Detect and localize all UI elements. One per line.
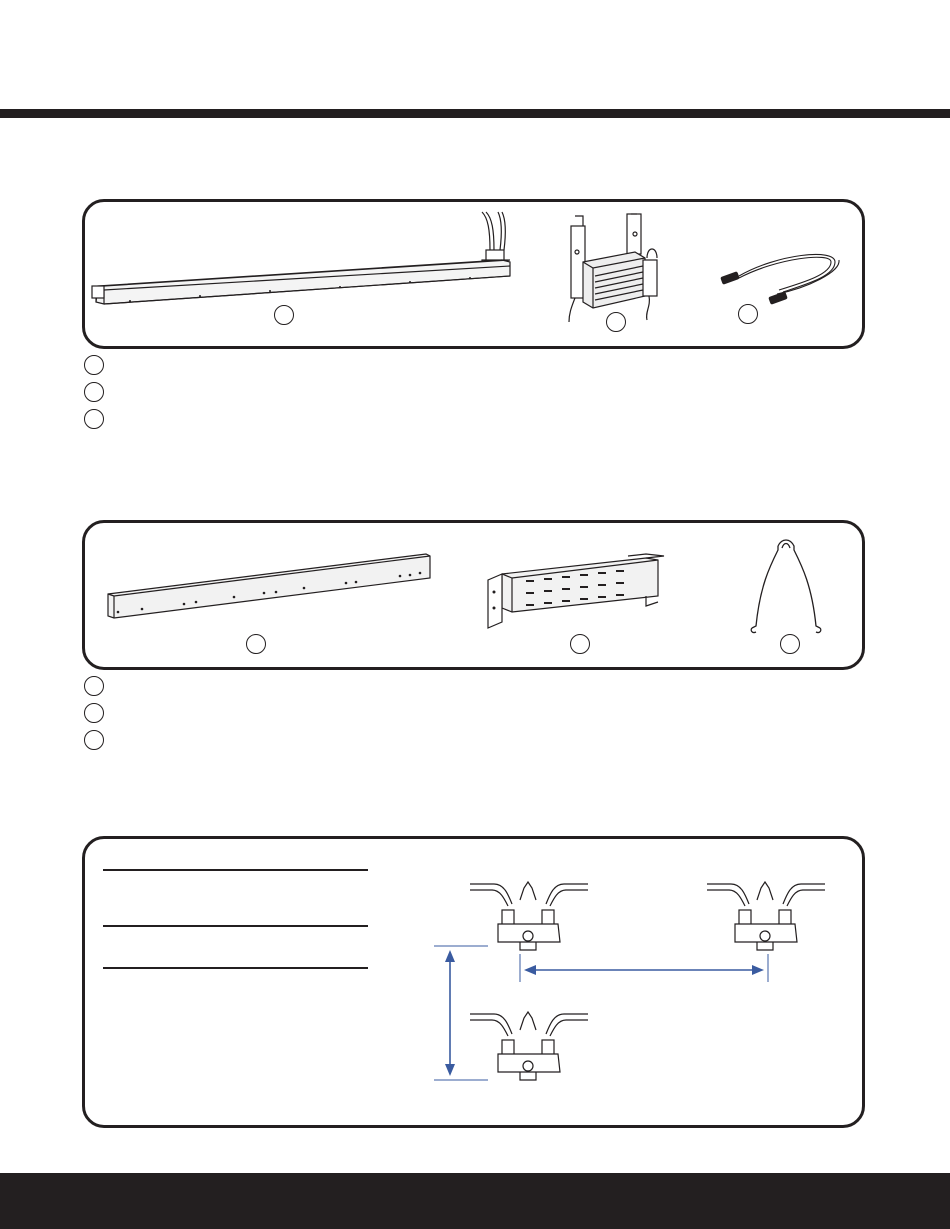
- wire-clip-icon: [748, 536, 824, 636]
- blank-line-3: [103, 967, 368, 969]
- callout-5: [570, 634, 590, 654]
- callout-3: [738, 304, 758, 324]
- legend-marker-5: [84, 703, 104, 723]
- legend-marker-1: [84, 355, 104, 375]
- legend-marker-6: [84, 730, 104, 750]
- light-bar-fixture-icon: [90, 210, 520, 310]
- connector-cable-icon: [717, 250, 847, 314]
- callout-2: [606, 312, 626, 332]
- header-rule: [0, 109, 950, 118]
- legend-marker-4: [84, 676, 104, 696]
- power-supply-icon: [565, 212, 665, 324]
- callout-1: [274, 305, 294, 325]
- vertical-dimension-arrow-icon: [432, 940, 492, 1084]
- blank-line-2: [103, 925, 368, 927]
- blank-line-1: [103, 869, 368, 871]
- callout-4: [246, 634, 266, 654]
- bracket-icon: [482, 552, 668, 634]
- callout-6: [780, 634, 800, 654]
- mounting-channel-icon: [104, 550, 434, 620]
- legend-marker-2: [84, 382, 104, 402]
- horizontal-dimension-arrow-icon: [510, 950, 780, 986]
- legend-marker-3: [84, 409, 104, 429]
- footer-bar: [0, 1173, 950, 1229]
- fixture-end-view-icon: [705, 880, 827, 960]
